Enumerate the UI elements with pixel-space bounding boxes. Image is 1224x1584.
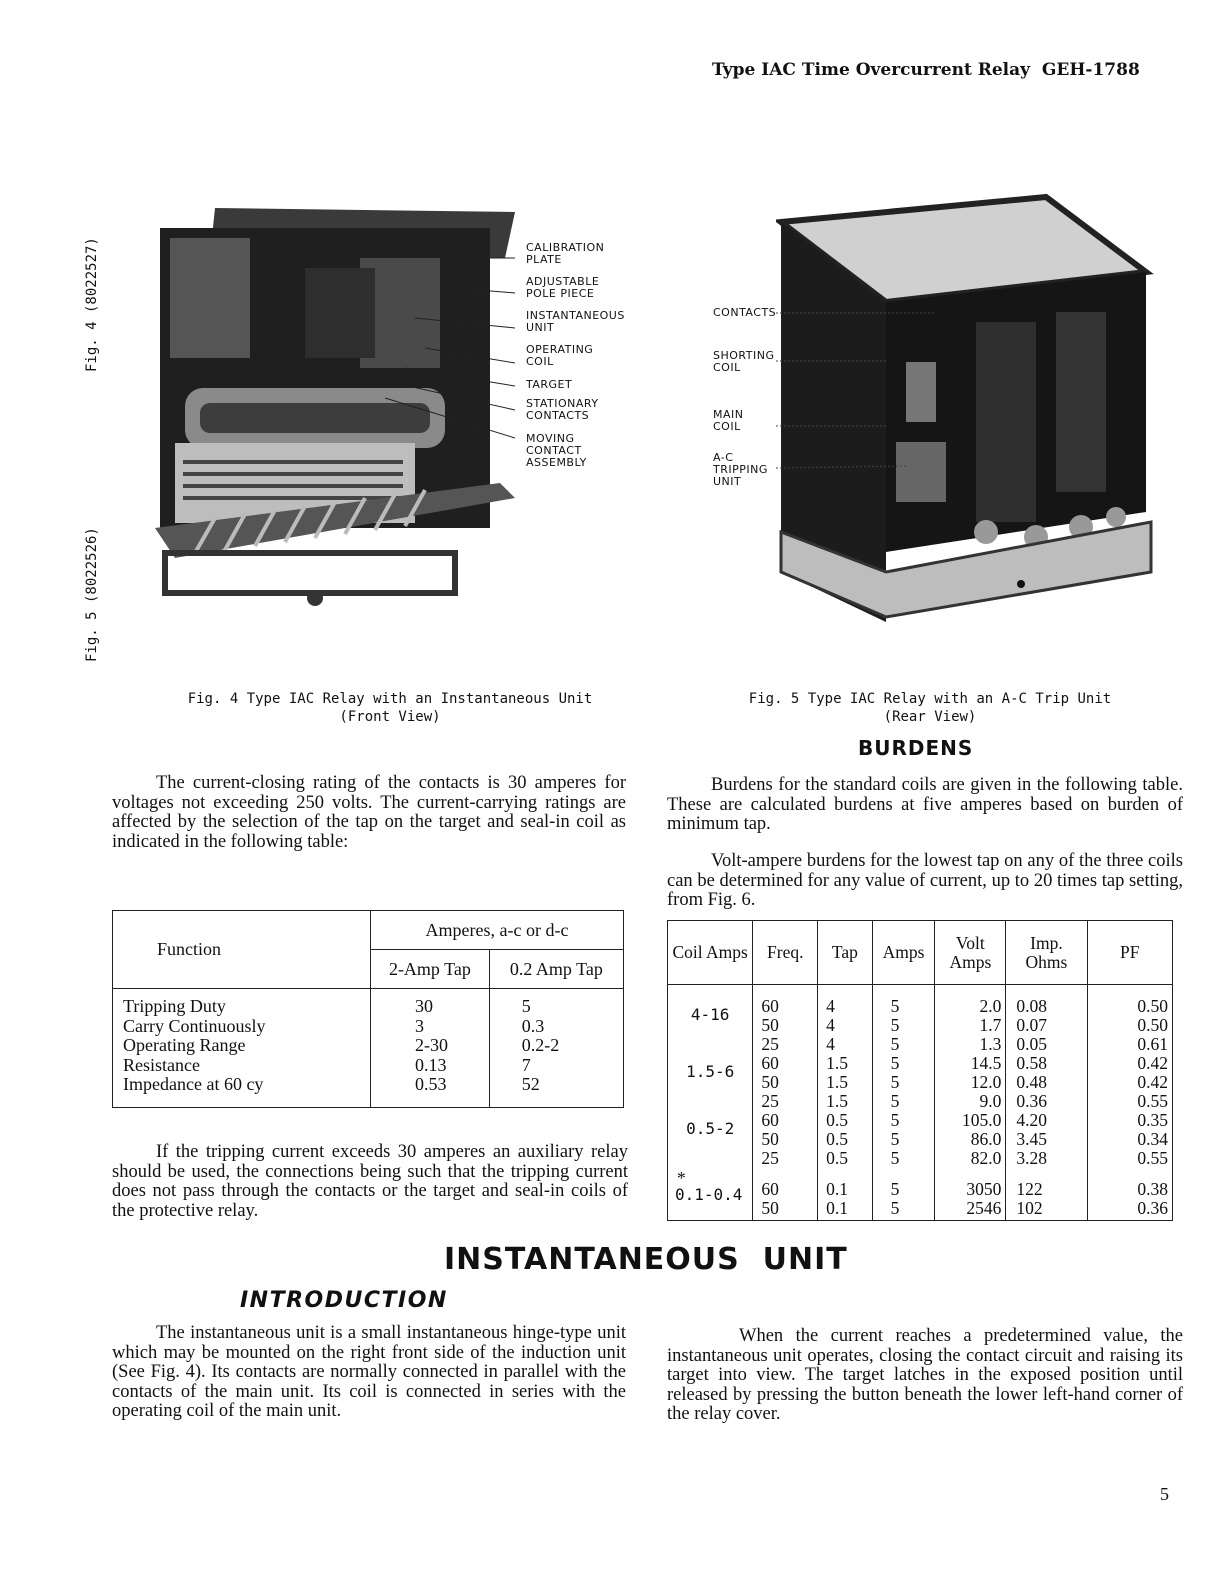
introduction-subheading: INTRODUCTION [240,1288,448,1313]
pf-cell: 0.50 [1137,996,1168,1016]
imp-ohms-cell: 0.58 [1016,1053,1047,1073]
volt-amps-cell: 105.0 [961,1110,1002,1130]
header-tap: Tap [818,921,873,985]
tap-cell: 0.5 [826,1110,849,1130]
amps-cell: 5 [890,1148,900,1168]
function-cells: Tripping Duty Carry Continuously Operating Range Resistance Impedance at 60 cy [113,989,371,1108]
fig4-side-label: Fig. 4 (8022527) [84,237,100,372]
freq-cell: 25 [761,1034,779,1054]
volt-amps-cell: 86.0 [970,1129,1002,1149]
burdens-paragraph-2: Volt-ampere burdens for the lowest tap on any of the three coils can be determined for any value of current, up to 20 times tap setting, from Fig. 6. [667,851,1183,910]
freq-cell: 25 [761,1148,779,1168]
rating-table [112,910,624,1108]
pf-cell: 0.42 [1137,1053,1168,1073]
fig4-callout-stationary-contacts: STATIONARY CONTACTS [526,397,599,422]
fig5-photo [776,192,1156,622]
volt-amps-cell: 3050 [966,1179,1002,1199]
imp-ohms-cell: 4.20 [1016,1110,1047,1130]
page-number: 5 [1160,1484,1169,1504]
volt-amps-cell: 9.0 [979,1091,1002,1111]
fig4-callout-target: TARGET [526,378,573,391]
pf-cell: 0.36 [1137,1198,1168,1218]
fig4-callout-instantaneous-unit: INSTANTANEOUS UNIT [526,309,625,334]
volt-amps-cell: 82.0 [970,1148,1002,1168]
contact-rating-paragraph: The current-closing rating of the contacts is 30 amperes for voltages not exceeding 250 volts. The current-carrying ratings are affected by the selection of the tap on the target and seal-in coil as indicated in the following table: [112,773,626,852]
tap-cell: 1.5 [826,1072,849,1092]
contact-rating-table [112,910,624,1108]
fig5-callout-contacts: CONTACTS [713,306,777,319]
volt-amps-cell: 14.5 [970,1053,1002,1073]
02amp-cells: 5 0.3 0.2-2 7 52 [521,996,560,1094]
2amp-cells: 30 3 2-30 0.13 0.53 [371,989,490,1108]
freq-cell: 25 [761,1091,779,1111]
header-amps: Amps [872,921,935,985]
page-header [712,60,1140,80]
volt-amps-column [935,985,1006,1221]
freq-cell: 60 [761,1110,779,1130]
amps-cell: 5 [890,1053,900,1073]
amps-cell: 5 [890,1015,900,1035]
imp-ohms-cell: 0.07 [1016,1015,1047,1035]
pf-cell: 0.55 [1137,1148,1168,1168]
tap-cell: 0.5 [826,1129,849,1149]
amps-cell: 5 [890,1129,900,1149]
fig5-callout-ac-tripping-unit: A-C TRIPPING UNIT [713,451,768,488]
tap-cell: 0.1 [826,1198,849,1218]
amps-cell: 5 [890,1110,900,1130]
header-imp-ohms: Imp. Ohms [1006,921,1087,985]
amps-cell: 5 [890,1179,900,1199]
relay-rear-illustration [776,192,1156,622]
freq-cell: 50 [761,1072,779,1092]
fig5-side-label: Fig. 5 (8022526) [84,527,100,662]
pf-cell: 0.61 [1137,1034,1168,1054]
imp-ohms-cell: 102 [1016,1198,1043,1218]
volt-amps-cell: 2546 [966,1198,1002,1218]
pf-cell: 0.55 [1137,1091,1168,1111]
freq-cell: 60 [761,1179,779,1199]
pf-column [1087,985,1172,1221]
relay-front-illustration [155,198,515,610]
volt-amps-cell: 1.7 [979,1015,1002,1035]
col-2amp-header: 2-Amp Tap [371,950,490,989]
fig5-caption: Fig. 5 Type IAC Relay with an A-C Trip Unit (Rear View) [748,691,1112,725]
imp-ohms-column [1006,985,1087,1221]
tap-cell: 0.1 [826,1179,849,1199]
volt-amps-cell: 1.3 [979,1034,1002,1054]
fig4-callout-adjustable-pole-piece: ADJUSTABLE POLE PIECE [526,275,600,300]
pf-cell: 0.42 [1137,1072,1168,1092]
tap-cell: 1.5 [826,1053,849,1073]
imp-ohms-cell: 0.48 [1016,1072,1047,1092]
header-freq: Freq. [753,921,818,985]
fig5-callout-main-coil: MAIN COIL [713,408,744,433]
imp-ohms-cell: 3.28 [1016,1148,1047,1168]
tap-cell: 4 [826,1015,835,1035]
auxiliary-relay-paragraph: If the tripping current exceeds 30 amperes an auxiliary relay should be used, the connections being such that the tripping current does not pass through the contacts or the target and seal-in coils of the protective relay. [112,1142,628,1221]
fig4-caption: Fig. 4 Type IAC Relay with an Instantaneous Unit (Front View) [187,691,593,725]
instantaneous-paragraph-right: When the current reaches a predetermined value, the instantaneous unit operates, closing the contact circuit and raising its target into view. The target latches in the exposed position until released by pressing the button beneath the lower left-hand corner of the relay cover. [667,1326,1183,1424]
freq-cell: 50 [761,1198,779,1218]
burdens-heading: BURDENS [858,736,974,760]
amps-cell: 5 [890,1091,900,1111]
imp-ohms-cell: 122 [1016,1179,1043,1199]
col-02amp-header: 0.2 Amp Tap [489,950,623,989]
header-coil-amps: Coil Amps [668,921,753,985]
imp-ohms-cell: 0.08 [1016,996,1047,1016]
coil-amps-column: 4-16 1.5-6 0.5-2 * 0.1-0.4 [668,985,753,1221]
fig4-callout-moving-contact-assembly: MOVING CONTACT ASSEMBLY [526,432,587,469]
instantaneous-paragraph-left: The instantaneous unit is a small instantaneous hinge-type unit which may be mounted on the right front side of the induction unit (See Fig. 4). Its contacts are normally connected in parallel with the contacts of the main unit. Its coil is connected in series with the operating coil of the main unit. [112,1323,626,1421]
volt-amps-cell: 2.0 [979,996,1002,1016]
burdens-table [667,920,1173,1221]
header-pf: PF [1120,942,1140,962]
burdens-paragraph-1: Burdens for the standard coils are given in the following table. These are calculated burdens at five amperes based on burden of minimum tap. [667,775,1183,834]
pf-cell: 0.50 [1137,1015,1168,1035]
fig4-callout-calibration-plate: CALIBRATION PLATE [526,241,605,266]
volt-amps-cell: 12.0 [970,1072,1002,1092]
freq-cell: 50 [761,1129,779,1149]
tap-cell: 4 [826,1034,835,1054]
instantaneous-unit-heading: INSTANTANEOUS UNIT [444,1242,848,1277]
imp-ohms-cell: 0.05 [1016,1034,1047,1054]
pf-cell: 0.38 [1137,1179,1168,1199]
amps-cell: 5 [890,1072,900,1092]
burden-table [667,920,1173,1221]
pf-cell: 0.35 [1137,1110,1168,1130]
amps-cell: 5 [890,1198,900,1218]
freq-cell: 60 [761,1053,779,1073]
tap-column [818,985,873,1221]
tap-cell: 0.5 [826,1148,849,1168]
header-volt-amps: Volt Amps [935,921,1006,985]
tap-cell: 4 [826,996,835,1016]
tap-cell: 1.5 [826,1091,849,1111]
amps-cell: 5 [890,996,900,1016]
header-doc-number: GEH-1788 [1041,60,1140,80]
imp-ohms-cell: 0.36 [1016,1091,1047,1111]
fig4-callout-operating-coil: OPERATING COIL [526,343,594,368]
fig4-photo [155,198,515,610]
col-function-header: Function [113,911,371,989]
col-amperes-header: Amperes, a-c or d-c [371,911,624,950]
amps-cell: 5 [890,1034,900,1054]
freq-cell: 60 [761,996,779,1016]
header-title: Type IAC Time Overcurrent Relay [712,60,1031,80]
freq-column [753,985,818,1221]
freq-cell: 50 [761,1015,779,1035]
pf-cell: 0.34 [1137,1129,1168,1149]
imp-ohms-cell: 3.45 [1016,1129,1047,1149]
amps-column [872,985,935,1221]
fig5-callout-shorting-coil: SHORTING COIL [713,349,775,374]
